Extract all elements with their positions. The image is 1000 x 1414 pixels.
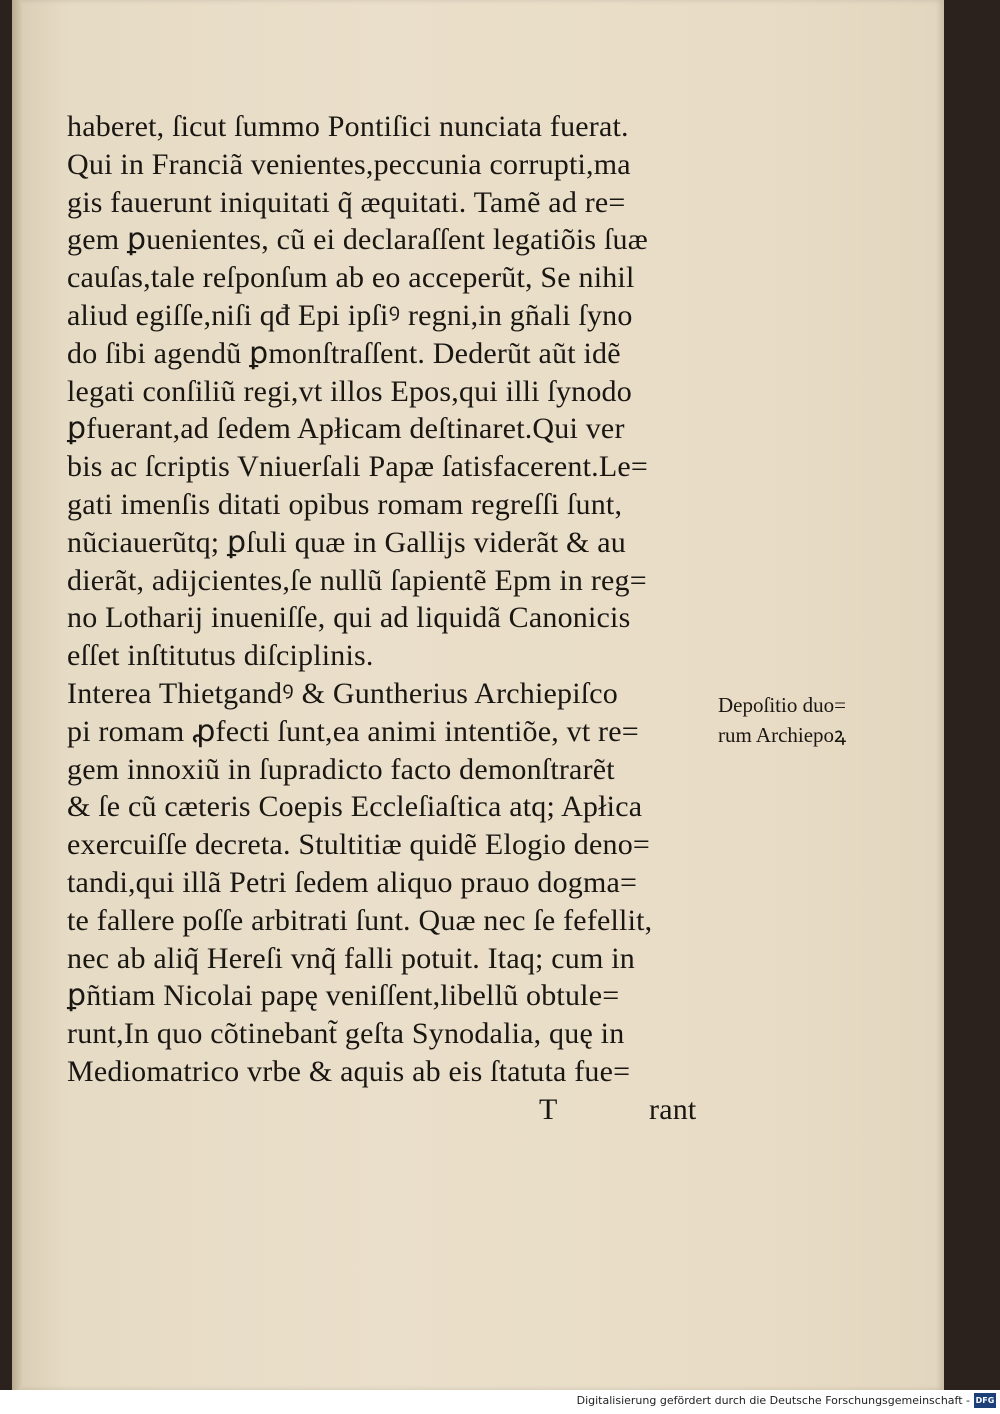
text-line: gem ꝑuenientes, cũ ei declaraſſent legatiõis ſuæ <box>67 223 648 257</box>
main-text-block <box>67 108 707 1129</box>
text-line: tandi,qui illã Petri ſedem aliquo prauo dogma= <box>67 865 638 899</box>
funding-credit: Digitalisierung gefördert durch die Deutsche Forschungsgemeinschaft - <box>576 1394 970 1407</box>
text-line: Qui in Franciã venientes,peccunia corrupti,ma <box>67 147 631 181</box>
marginal-note <box>718 690 918 750</box>
footer-bar <box>0 1390 1000 1414</box>
dfg-logo-icon: DFG <box>974 1393 996 1408</box>
text-line: Mediomatrico vrbe & aquis ab eis ſtatuta fue= <box>67 1054 631 1088</box>
text-line: & ſe cũ cæteris Coepis Eccleſiaſtica atq; Apłica <box>67 790 643 824</box>
text-line: nũciauerũtq; ꝑſuli quæ in Gallijs viderãt & au <box>67 525 626 559</box>
marginal-note-line: rum Archiepoꝝ <box>718 723 847 747</box>
text-line: aliud egiſſe,niſi qđ Epi ipſiꝰ regni,in gñali ſyno <box>67 298 633 332</box>
text-line: bis ac ſcriptis Vniuerſali Papæ ſatisfacerent.Le= <box>67 450 648 484</box>
text-line: gis fauerunt iniquitati q̃ æquitati. Tamẽ ad re= <box>67 185 626 219</box>
text-line: ꝑñtiam Nicolai papę veniſſent,libellũ obtule= <box>67 979 620 1013</box>
text-line: nec ab aliq̃ Hereſi vnq̃ falli potuit. Itaq; cum in <box>67 941 635 975</box>
text-line: do ſibi agendũ ꝑmonſtraſſent. Dederũt aũt idẽ <box>67 336 621 370</box>
page-gutter <box>12 0 22 1390</box>
text-line: runt,In quo cõtinebant̃ geſta Synodalia, quę in <box>67 1017 625 1051</box>
text-line: eſſet inſtitutus diſciplinis. <box>67 639 374 673</box>
catchword: rant <box>649 1092 697 1126</box>
text-line: haberet, ſicut ſummo Pontiſici nunciata fuerat. <box>67 110 629 143</box>
text-line: ꝑfuerant,ad ſedem Apłicam deſtinaret.Qui ver <box>67 412 625 446</box>
marginal-note-line: Depoſitio duo= <box>718 693 846 717</box>
text-line: legati conſiliũ regi,vt illos Epos,qui illi ſynodo <box>67 374 632 408</box>
text-line: exercuiſſe decreta. Stultitiæ quidẽ Elogio deno= <box>67 828 651 862</box>
text-line: pi romam ꝓfecti ſunt,ea animi intentiõe, vt re= <box>67 714 639 748</box>
book-page <box>12 0 944 1390</box>
signature-mark: T <box>539 1092 558 1126</box>
text-line: Interea Thietgandꝰ & Guntherius Archiepiſco <box>67 676 619 710</box>
catchword-line <box>67 1091 707 1129</box>
text-line: dierãt, adijcientes,ſe nullũ ſapientẽ Epm in reg= <box>67 563 647 597</box>
text-line: gem innoxiũ in ſupradicto facto demonſtrarẽt <box>67 752 615 786</box>
text-line: gati imenſis ditati opibus romam regreſſi ſunt, <box>67 487 623 521</box>
text-line: te fallere poſſe arbitrati ſunt. Quæ nec ſe fefellit, <box>67 903 653 937</box>
text-line: cauſas,tale reſponſum ab eo acceperũt, Se nihil <box>67 261 635 295</box>
text-line: no Lotharij inueniſſe, qui ad liquidã Canonicis <box>67 601 631 635</box>
